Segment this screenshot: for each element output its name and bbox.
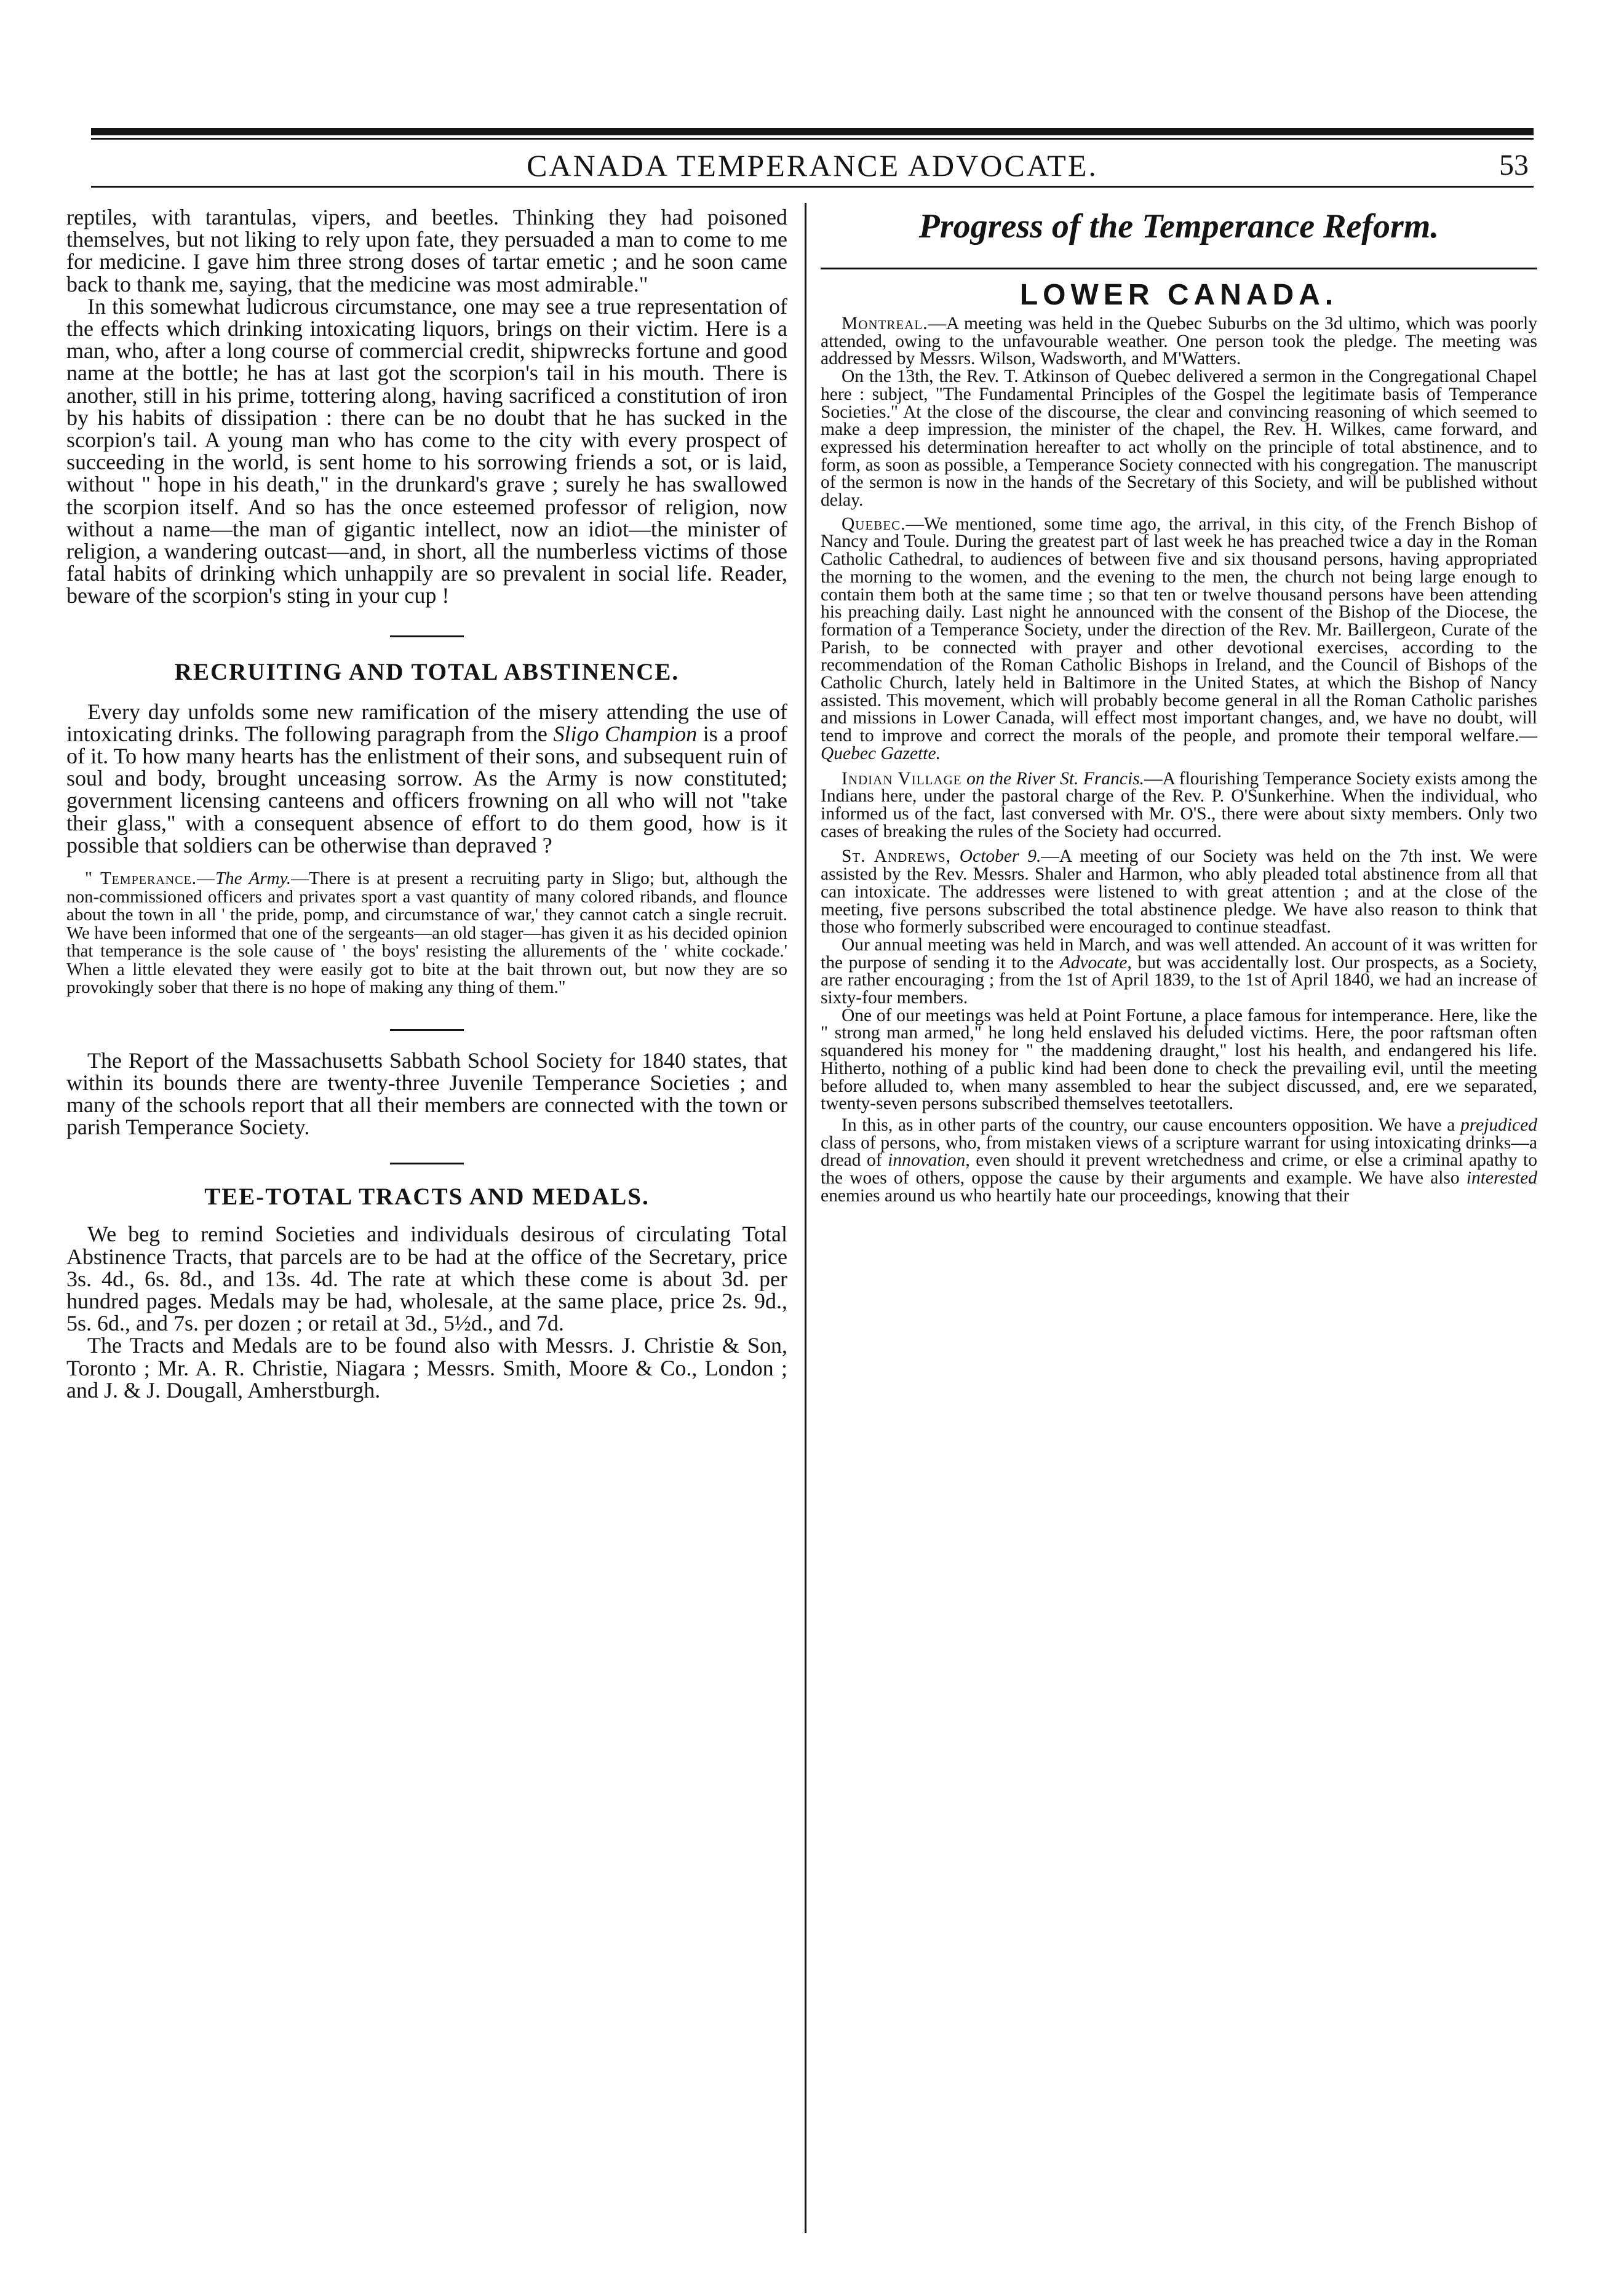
column-title: Progress of the Temperance Reform. <box>918 207 1439 245</box>
report-opposition: In this, as in other parts of the country, our cause encounters opposition. We have a prejudiced class of persons, who, from mistaken views of a scripture warrant for using intoxicating drinks—a dread of innovation, even should it prevent wretchedness and crime, or else a criminal apathy to the woes of others, oppose the cause by their arguments and example. We have also interested enemies around us who heartily hate our proceedings, knowing that their <box>821 1115 1537 1206</box>
journal-title: CANADA TEMPERANCE ADVOCATE. <box>527 148 1098 183</box>
report-quebec: Quebec.—We mentioned, some time ago, the arrival, in this city, of the French Bishop of Nancy and Toule. During the greatest part of last week he has preached twice a day in the Roman Catholic Cathedral, to audiences of between five and six thousand persons, having appropriated the morning to the women, and the evening to the men, the church not being large enough to contain them both at the same time ; so that ten or twelve thousand persons have been attending his preaching daily. Last night he announced with the consent of the Bishop of the Diocese, the formation of a Temperance Society, under the direction of the Rev. Mr. Baillergeon, Curate of the Parish, to be connected with prayer and other devotional exercises, according to the recommendation of the Roman Catholic Bishops in Ireland, and the Council of Bishops of the Catholic Church, lately held in Baltimore in the United States, at which the Bishop of Nancy assisted. This movement, which will probably become general in all the Roman Catholic parishes and missions in Lower Canada, will effect most important changes, and, we have no doubt, will tend to improve and correct the morals of the people, and promote their temporal welfare.—Quebec Gazette. <box>821 514 1537 763</box>
paragraph-scorpion-moral: In this somewhat ludicrous circumstance, one may see a true representation of the effects which drinking intoxicating liquors, brings on their victim. Here is a man, who, after a long course of commercial credit, shipwrecks fortune and good name at the bottle; he has at last got the scorpion's tail in his mouth. There is another, still in his prime, tottering along, having sacrificed a constitution of iron by his habits of dissipation : there can be no doubt that he has sucked in the scorpion's tail. A young man who has come to the city with every prospect of succeeding in the world, is sent home to his sorrowing friends a sot, or is laid, without " hope in his death," in the drunkard's grave ; surely he has swallowed the scorpion itself. And so has the once esteemed professor of religion, now without a name—the man of gigantic intellect, now an idiot—the minister of religion, a wandering outcast—and, in short, all the numberless victims of those fatal habits of drinking which unhappily are so prevalent in social life. Reader, beware of the scorpion's sting in your cup ! <box>66 293 787 608</box>
top-thick-rule <box>91 128 1534 135</box>
paragraph-agents: The Tracts and Medals are to be found also with Messrs. J. Christie & Son, Toronto ; Mr. A. R. Christie, Niagara ; Messrs. Smith, Moore & Co., London ; and J. & J. Dougall, Amherstburgh. <box>66 1333 787 1403</box>
report-annual-meeting: Our annual meeting was held in March, and was well attended. An account of it was written for the purpose of sending it to the Advocate, but was accidentally lost. Our prospects, as a Society, are rather encouraging ; from the 1st of April 1839, to the 1st of April 1840, we had an increase of sixty-four members. <box>821 934 1537 1008</box>
heading-recruiting: RECRUITING AND TOTAL ABSTINENCE. <box>174 658 680 685</box>
page-number: 53 <box>1499 149 1529 181</box>
column-divider <box>805 203 806 2233</box>
report-montreal: Montreal.—A meeting was held in the Quebec Suburbs on the 3d ultimo, which was poorly attended, owing to the unfavourable weather. One person took the pledge. The meeting was addressed by Messrs. Wilson, Wadsworth, and M'Watters. <box>821 314 1537 369</box>
report-atkinson-sermon: On the 13th, the Rev. T. Atkinson of Quebec delivered a sermon in the Congregational Chapel here : subject, "The Fundamental Principles of the Gospel the legitimate basis of Temperance Societies." At the close of the discourse, the clear and convincing reasoning of which seemed to make a deep impression, the minister of the chapel, the Rev. H. Wilkes, came forward, and expressed his determination hereafter to act wholly on the principle of total abstinence, and to form, as soon as possible, a Temperance Society connected with his congregation. The manuscript of the sermon is now in the hands of the Secretary of this Society, and will be published without delay. <box>821 367 1537 511</box>
paragraph-recruiting: Every day unfolds some new ramification of the misery attending the use of intoxicating drinks. The following paragraph from the Sligo Champion is a proof of it. To how many hearts has the enlistment of their sons, and subsequent ruin of soul and body, brought unceasing sorrow. As the Army is now constituted; government licensing canteens and officers frowning on all who will not "take their glass," with a consequent absence of effort to do them good, how is it possible that soldiers can be otherwise than depraved ? <box>66 699 787 857</box>
quoted-extract-sligo: " Temperance.—The Army.—There is at present a recruiting party in Sligo; but, although the non-commissioned officers and privates sport a vast quantity of many colored ribands, and flounce about the town in all ' the pride, pomp, and circumstance of war,' they cannot catch a single recruit. We have been informed that one of the sergeants—an old stager—has given it as his decided opinion that temperance is the sole cause of ' the boys' resisting the allurements of the ' white cockade.' When a little elevated they were easily got to bite at the bait thrown out, but now they are so provokingly sober that there is no hope of making any thing of them." <box>66 869 787 998</box>
top-thin-rule <box>91 138 1534 140</box>
report-point-fortune: One of our meetings was held at Point Fortune, a place famous for intemperance. Here, like the " strong man armed," he long held enslaved his deluded victims. Here, the poor raftsman often squandered his money for " the maddening draught," lost his health, and endangered his life. Hitherto, nothing of a public kind had been done to check the prevailing evil, until the meeting before alluded to, when many assembled to hear the subject discussed, and, ere we separated, twenty-seven persons subscribed themselves teetotallers. <box>821 1005 1537 1114</box>
paragraph-massachusetts: The Report of the Massachusetts Sabbath School Society for 1840 states, that within its bounds there are twenty-three Juvenile Temperance Societies ; and many of the schools report that all their members are connected with the town or parish Temperance Society. <box>66 1048 787 1140</box>
report-st-andrews: St. Andrews, October 9.—A meeting of our Society was held on the 7th inst. We were assisted by the Rev. Messrs. Shaler and Harmon, who ably pleaded total abstinence from all that can intoxicate. The addresses were listened to with great attention ; and at the close of the meeting, five persons subscribed the total abstinence pledge. We have also reason to think that those who formerly subscribed were encouraged to continue steadfast. <box>821 846 1537 937</box>
heading-tee-total: TEE-TOTAL TRACTS AND MEDALS. <box>204 1184 650 1211</box>
running-head <box>91 146 1534 185</box>
report-indian-village: Indian Village on the River St. Francis.—A flourishing Temperance Society exists among the Indians here, under the pastoral charge of the Rev. P. O'Sunkerhine. When the individual, who informed us of the fact, last conversed with Mr. O'S., there were about sixty members. Only two cases of breaking the rules of the Society had occurred. <box>821 768 1537 842</box>
heading-lower-canada: LOWER CANADA. <box>1019 279 1339 311</box>
header-rule <box>91 186 1534 188</box>
right-column <box>821 206 1537 1204</box>
paragraph-scorpion-end: reptiles, with tarantulas, vipers, and beetles. Thinking they had poisoned themselves, but not liking to rely upon fate, they persuaded a man to come to me for medicine. I gave him three strong doses of tartar emetic ; and he soon came back to thank me, saying, that the medicine was most admirable." <box>66 205 787 296</box>
left-column <box>66 206 787 1401</box>
paragraph-tracts: We beg to remind Societies and individuals desirous of circulating Total Abstinence Tracts, that parcels are to be had at the office of the Secretary, price 3s. 4d., 6s. 8d., and 13s. 4d. The rate at which these come is about 3d. per hundred pages. Medals may be had, wholesale, at the same place, price 2s. 9d., 5s. 6d., and 7s. per dozen ; or retail at 3d., 5½d., and 7d. <box>66 1222 787 1336</box>
